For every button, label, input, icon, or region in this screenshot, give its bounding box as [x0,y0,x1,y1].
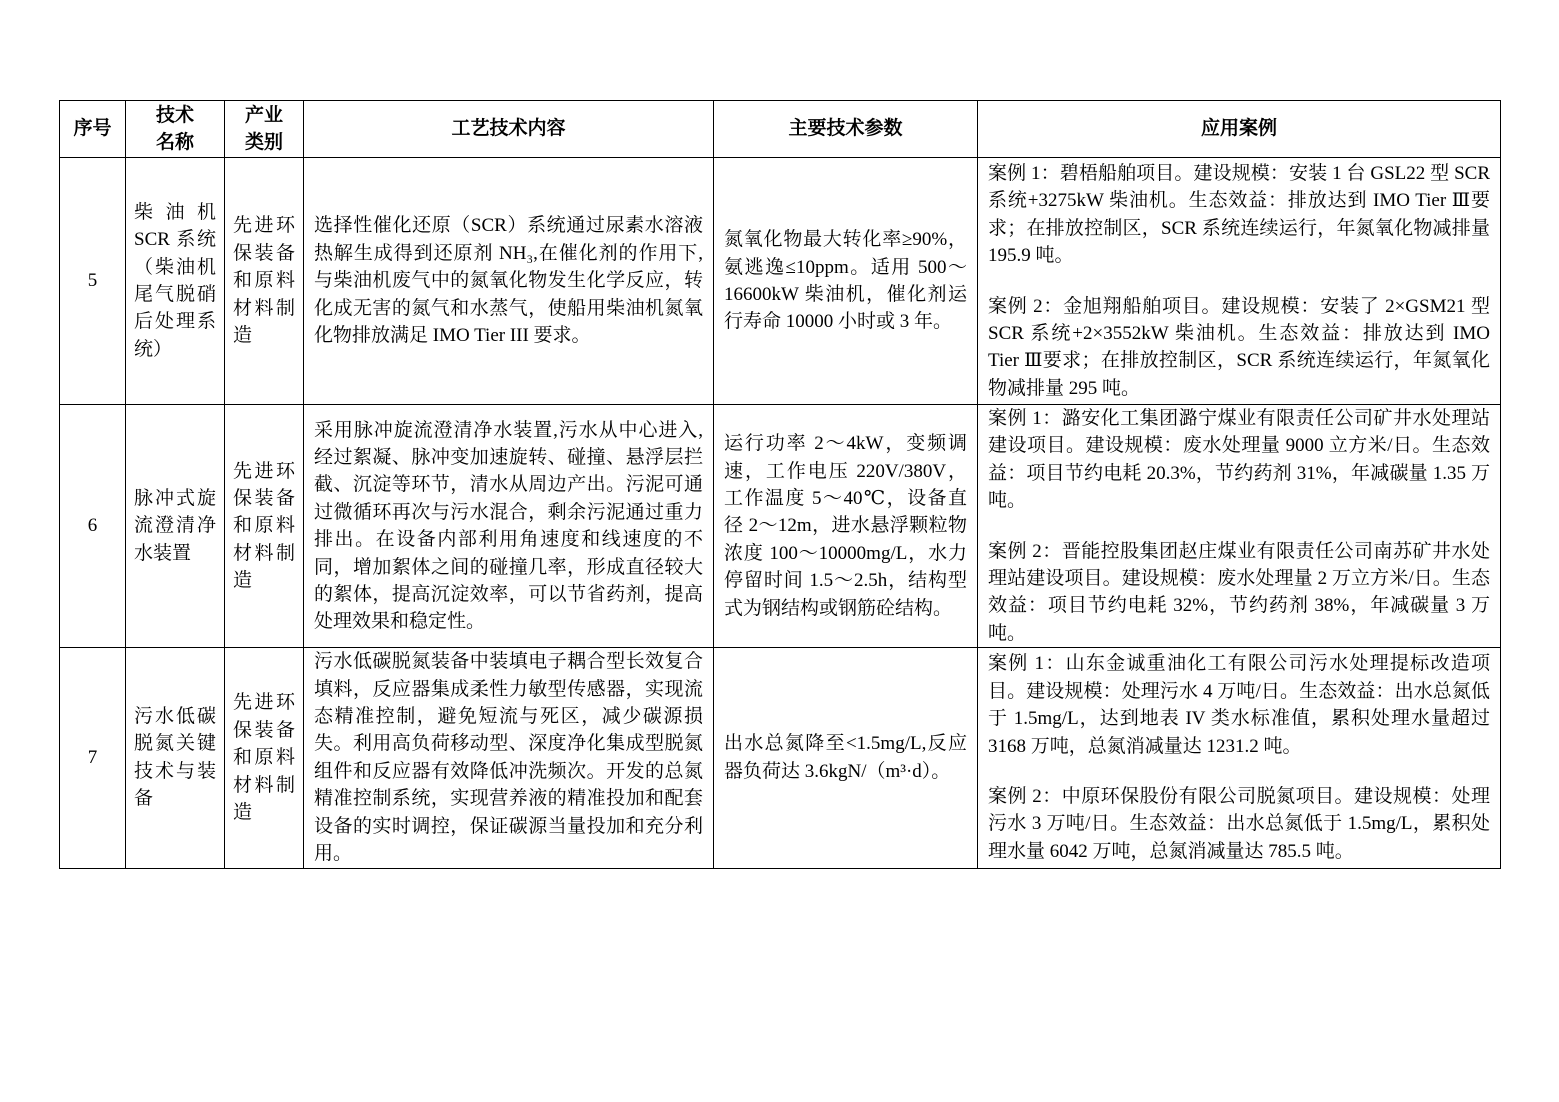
case-paragraph: 案例 1：潞安化工集团潞宁煤业有限责任公司矿井水处理站建设项目。建设规模：废水处理量 9000 立方米/日。生态效益：项目节约电耗 20.3%，节约药剂 31%，年减碳量 1.35 万吨。 [988,408,1490,512]
row-number: 6 [60,405,126,648]
header-category [225,101,304,158]
process-content: 采用脉冲旋流澄清净水装置,污水从中心进入,经过絮凝、脉冲变加速旋转、碰撞、悬浮层拦截、沉淀等环节，清水从周边产出。污泥可通过微循环再次与污水混合，剩余污泥通过重力排出。在设备内部利用角速度和线速度的不同，增加絮体之间的碰撞几率，形成直径较大的絮体，提高沉淀效率，可以节省药剂，提高处理效果和稳定性。 [304,405,714,648]
header-params: 主要技术参数 [714,101,978,158]
table-row [60,158,1501,405]
technology-name: 污水低碳脱氮关键技术与装备 [126,648,225,868]
header-name-line: 技术 [155,104,194,126]
case-paragraph: 案例 2：金旭翔船舶项目。建设规模：安装了 2×GSM21 型 SCR 系统+2×3552kW 柴油机。生态效益：排放达到 IMO Tier Ⅲ要求；在排放控制区，SCR 系统连续运行，年氮氧化物减排量 295 吨。 [988,295,1490,399]
technology-name: 柴油机 SCR 系统（柴油机尾气脱硝后处理系统） [126,158,225,405]
row-number: 5 [60,158,126,405]
case-paragraph: 案例 1：碧梧船舶项目。建设规模：安装 1 台 GSL22 型 SCR 系统+3275kW 柴油机。生态效益：排放达到 IMO Tier Ⅲ要求；在排放控制区，SCR 系统连续运行，年氮氧化物减排量 195.9 吨。 [988,162,1490,267]
header-cases: 应用案例 [978,101,1501,158]
technical-params: 运行功率 2～4kW，变频调速，工作电压 220V/380V，工作温度 5～40℃，设备直径 2～12m，进水悬浮颗粒物浓度 100～10000mg/L，水力停留时间 1.5～2.5h，结构型式为钢结构或钢筋砼结构。 [714,405,978,648]
process-content: 选择性催化还原（SCR）系统通过尿素水溶液热解生成得到还原剂 NH₃,在催化剂的作用下,与柴油机废气中的氮氧化物发生化学反应，转化成无害的氮气和水蒸气，使船用柴油机氮氧化物排放满足 IMO Tier III 要求。 [304,158,714,405]
technology-name: 脉冲式旋流澄清净水装置 [126,405,225,648]
row-number: 7 [60,648,126,868]
technical-params: 氮氧化物最大转化率≥90%，氨逃逸≤10ppm。适用 500～16600kW 柴油机，催化剂运行寿命 10000 小时或 3 年。 [714,158,978,405]
header-process: 工艺技术内容 [304,101,714,158]
case-paragraph: 案例 2：中原环保股份有限公司脱氮项目。建设规模：处理污水 3 万吨/日。生态效益：出水总氮低于 1.5mg/L，累积处理水量 6042 万吨，总氮消减量达 785.5 吨。 [988,786,1490,862]
industry-category: 先进环保装备和原料材料制造 [225,648,304,868]
header-name [126,101,225,158]
industry-category: 先进环保装备和原料材料制造 [225,405,304,648]
header-category-line: 类别 [244,132,283,153]
case-paragraph: 案例 2：晋能控股集团赵庄煤业有限责任公司南苏矿井水处理站建设项目。建设规模：废水处理量 2 万立方米/日。生态效益：项目节约电耗 32%，节约药剂 38%，年减碳量 3 万吨。 [988,540,1490,644]
technology-table [59,100,1501,869]
technical-params: 出水总氮降至<1.5mg/L,反应器负荷达 3.6kgN/（m³·d）。 [714,648,978,868]
process-content: 污水低碳脱氮装备中装填电子耦合型长效复合填料，反应器集成柔性力敏型传感器，实现流态精准控制，避免短流与死区，减少碳源损失。利用高负荷移动型、深度净化集成型脱氮组件和反应器有效降低冲洗频次。开发的总氮精准控制系统，实现营养液的精准投加和配套设备的实时调控，保证碳源当量投加和充分利用。 [304,648,714,868]
header-no: 序号 [60,101,126,158]
case-paragraph: 案例 1：山东金诚重油化工有限公司污水处理提标改造项目。建设规模：处理污水 4 万吨/日。生态效益：出水总氮低于 1.5mg/L，达到地表 IV 类水标准值，累积处理水量超过 3168 万吨，总氮消减量达 1231.2 吨。 [988,653,1490,757]
header-name-line: 名称 [155,132,194,153]
header-category-line: 产业 [244,104,283,126]
table-row [60,648,1501,868]
table-row [60,405,1501,648]
application-cases [978,648,1501,868]
industry-category: 先进环保装备和原料材料制造 [225,158,304,405]
application-cases [978,405,1501,648]
application-cases [978,158,1501,405]
header-row [60,101,1501,158]
